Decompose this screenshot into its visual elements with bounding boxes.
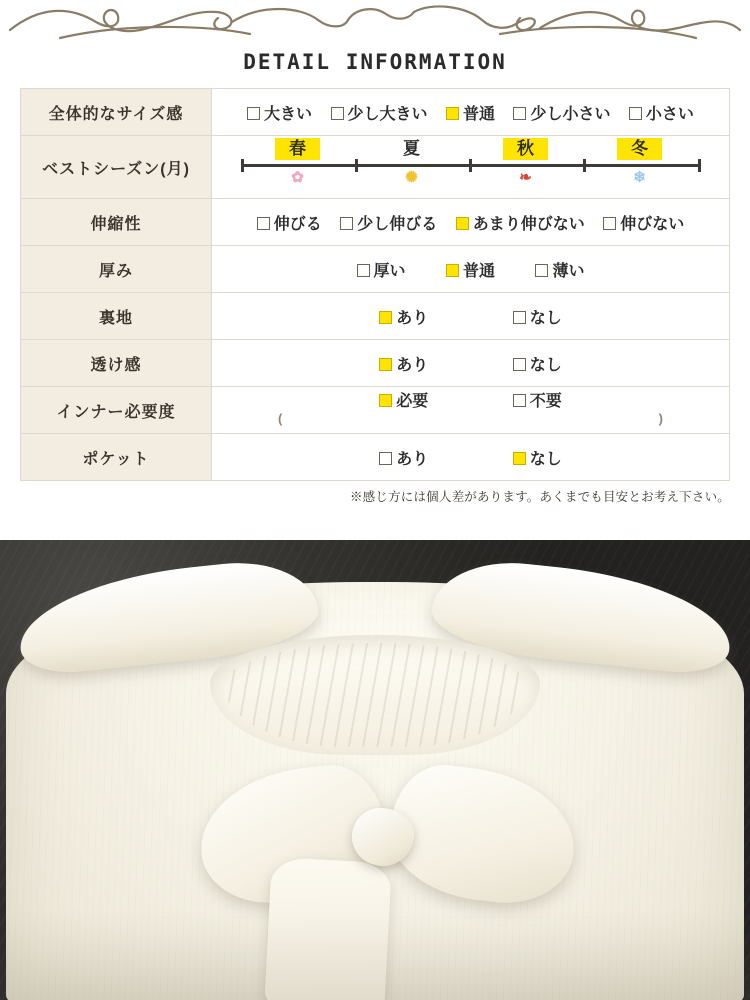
checkbox-checked-icon[interactable] bbox=[446, 264, 459, 277]
row-values-pocket bbox=[212, 434, 730, 481]
option-label: なし bbox=[529, 356, 562, 374]
row-label-thickness: 厚み bbox=[21, 246, 212, 293]
season-winter[interactable] bbox=[585, 138, 695, 186]
maple-leaf-icon: ❧ bbox=[519, 169, 532, 186]
table-row bbox=[21, 246, 730, 293]
checkbox-icon[interactable] bbox=[379, 452, 392, 465]
option-label: 少し大きい bbox=[347, 105, 428, 123]
checkbox-icon[interactable] bbox=[513, 311, 526, 324]
product-photo bbox=[0, 540, 750, 1000]
table-row bbox=[21, 434, 730, 481]
disclaimer-note: ※感じ方には個人差があります。あくまでも目安とお考え下さい。 bbox=[349, 490, 730, 504]
season-label: 夏 bbox=[403, 139, 420, 158]
option-label: 伸びない bbox=[620, 215, 685, 233]
option-thickness-0[interactable] bbox=[357, 258, 406, 281]
option-thickness-2[interactable] bbox=[535, 258, 584, 281]
row-values-sheerness bbox=[212, 340, 730, 387]
option-lining-1[interactable] bbox=[513, 305, 562, 328]
checkbox-icon[interactable] bbox=[603, 217, 616, 230]
row-label-season: ベストシーズン(月) bbox=[21, 136, 212, 199]
checkbox-icon[interactable] bbox=[257, 217, 270, 230]
option-sheerness-0[interactable] bbox=[379, 352, 428, 375]
sunflower-icon: ✺ bbox=[405, 169, 418, 186]
option-thickness-1[interactable] bbox=[446, 258, 495, 281]
checkbox-icon[interactable] bbox=[357, 264, 370, 277]
option-label: 厚い bbox=[373, 262, 406, 280]
option-sheerness-1[interactable] bbox=[513, 352, 562, 375]
option-label: 薄い bbox=[552, 262, 585, 280]
option-label: 普通 bbox=[462, 262, 495, 280]
option-size-3[interactable] bbox=[513, 101, 610, 124]
snowflake-icon: ❄ bbox=[633, 169, 646, 186]
checkbox-checked-icon[interactable] bbox=[379, 311, 392, 324]
row-label-size: 全体的なサイズ感 bbox=[21, 89, 212, 136]
gathered-neckline bbox=[210, 635, 540, 755]
row-values-size bbox=[212, 89, 730, 136]
season-scale bbox=[241, 138, 701, 196]
row-values-lining bbox=[212, 293, 730, 340]
option-label: 不要 bbox=[529, 392, 562, 410]
option-label: なし bbox=[529, 309, 562, 327]
checkbox-checked-icon[interactable] bbox=[379, 358, 392, 371]
option-label: 少し小さい bbox=[530, 105, 611, 123]
checkbox-checked-icon[interactable] bbox=[446, 107, 459, 120]
table-row bbox=[21, 136, 730, 199]
option-stretch-2[interactable] bbox=[456, 211, 585, 234]
option-stretch-0[interactable] bbox=[257, 211, 322, 234]
table-row bbox=[21, 293, 730, 340]
row-values-inner bbox=[212, 387, 730, 434]
paren-right: ) bbox=[658, 410, 663, 426]
ornament-divider bbox=[0, 0, 750, 48]
option-label: 大きい bbox=[264, 105, 313, 123]
checkbox-icon[interactable] bbox=[535, 264, 548, 277]
page-title: DETAIL INFORMATION bbox=[243, 50, 507, 74]
option-size-0[interactable] bbox=[247, 101, 312, 124]
season-tick bbox=[698, 159, 701, 172]
option-stretch-1[interactable] bbox=[340, 211, 437, 234]
checkbox-icon[interactable] bbox=[513, 107, 526, 120]
season-summer[interactable] bbox=[357, 138, 467, 186]
option-label: 少し伸びる bbox=[357, 215, 438, 233]
checkbox-icon[interactable] bbox=[629, 107, 642, 120]
option-stretch-3[interactable] bbox=[603, 211, 684, 234]
option-pocket-1[interactable] bbox=[513, 446, 562, 469]
option-inner-0[interactable] bbox=[379, 388, 428, 411]
season-label: 春 bbox=[275, 138, 320, 160]
row-values-season bbox=[212, 136, 730, 199]
table-row bbox=[21, 199, 730, 246]
checkbox-icon[interactable] bbox=[340, 217, 353, 230]
row-values-stretch bbox=[212, 199, 730, 246]
row-label-pocket: ポケット bbox=[21, 434, 212, 481]
season-label: 冬 bbox=[617, 138, 662, 160]
option-label: なし bbox=[529, 450, 562, 468]
option-lining-0[interactable] bbox=[379, 305, 428, 328]
checkbox-icon[interactable] bbox=[247, 107, 260, 120]
checkbox-icon[interactable] bbox=[331, 107, 344, 120]
cherry-blossom-icon: ✿ bbox=[291, 169, 304, 186]
option-label: あり bbox=[396, 356, 429, 374]
option-size-2[interactable] bbox=[446, 101, 495, 124]
row-label-stretch: 伸縮性 bbox=[21, 199, 212, 246]
option-label: 小さい bbox=[645, 105, 694, 123]
season-label: 秋 bbox=[503, 138, 548, 160]
option-size-4[interactable] bbox=[629, 101, 694, 124]
checkbox-icon[interactable] bbox=[513, 358, 526, 371]
table-row bbox=[21, 89, 730, 136]
checkbox-checked-icon[interactable] bbox=[456, 217, 469, 230]
option-label: 必要 bbox=[396, 392, 429, 410]
checkbox-icon[interactable] bbox=[513, 394, 526, 407]
row-label-lining: 裏地 bbox=[21, 293, 212, 340]
paren-row bbox=[212, 411, 729, 433]
row-label-inner: インナー必要度 bbox=[21, 387, 212, 434]
row-label-sheerness: 透け感 bbox=[21, 340, 212, 387]
option-size-1[interactable] bbox=[331, 101, 428, 124]
row-values-thickness bbox=[212, 246, 730, 293]
option-label: 普通 bbox=[462, 105, 495, 123]
detail-information-table bbox=[20, 88, 730, 481]
checkbox-checked-icon[interactable] bbox=[379, 394, 392, 407]
season-spring[interactable] bbox=[243, 138, 353, 186]
table-row bbox=[21, 387, 730, 434]
option-label: あり bbox=[396, 450, 429, 468]
table-row bbox=[21, 340, 730, 387]
option-label: 伸びる bbox=[273, 215, 322, 233]
option-pocket-0[interactable] bbox=[379, 446, 428, 469]
paren-left: ( bbox=[278, 410, 283, 426]
option-inner-1[interactable] bbox=[513, 388, 562, 411]
ribbon-tail bbox=[264, 857, 392, 1000]
option-label: あまり伸びない bbox=[472, 215, 585, 233]
season-autumn[interactable] bbox=[471, 138, 581, 186]
option-label: あり bbox=[396, 309, 429, 327]
checkbox-checked-icon[interactable] bbox=[513, 452, 526, 465]
